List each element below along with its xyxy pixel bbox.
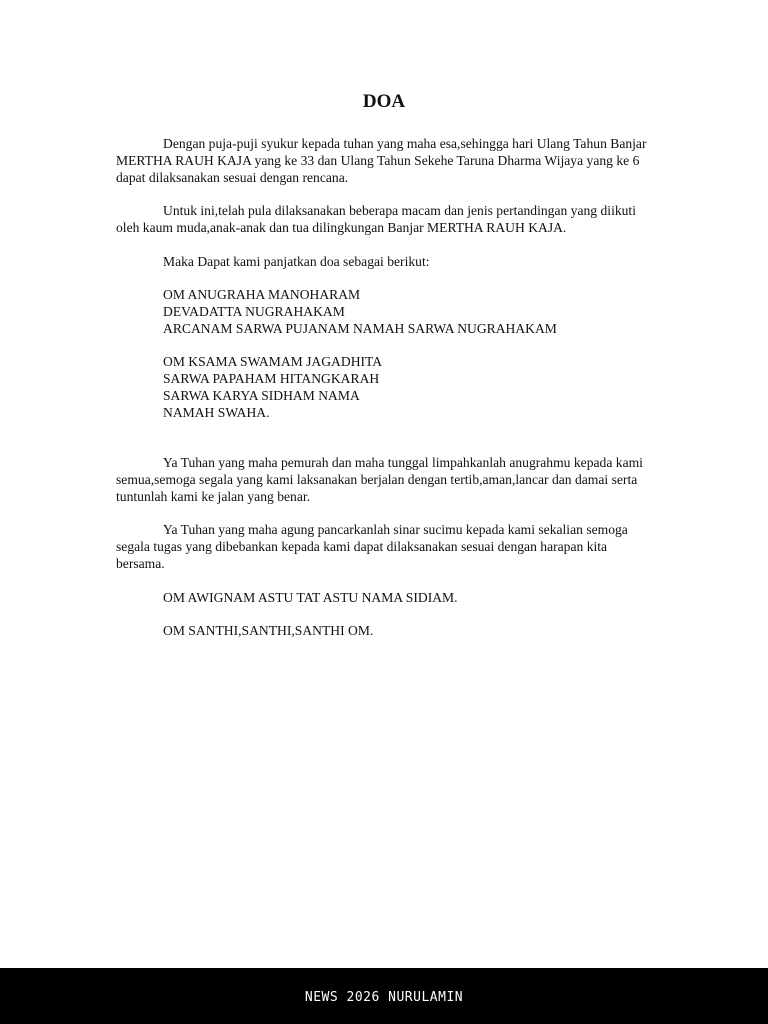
document-page [116, 90, 652, 657]
mantra-block-2 [163, 354, 652, 421]
mantra-line: NAMAH SWAHA. [163, 404, 270, 420]
paragraph-prayer-2-text: Ya Tuhan yang maha agung pancarkanlah sinar sucimu kepada kami sekalian semoga segala tugas yang dibebankan kepada kami dapat dilaksanakan sesuai dengan harapan kita bersama. [116, 522, 628, 571]
paragraph-prayer-2 [116, 522, 652, 572]
mantra-line: OM ANUGRAHA MANOHARAM [163, 287, 361, 303]
paragraph-intro-text: Dengan puja-puji syukur kepada tuhan yang maha esa,sehingga hari Ulang Tahun Banjar MERTHA RAUH KAJA yang ke 33 dan Ulang Tahun Sekehe Taruna Dharma Wijaya yang ke 6 dapat dilaksanakan sesuai dengan rencana. [116, 136, 647, 185]
paragraph-intro [116, 136, 652, 186]
paragraph-competitions-text: Untuk ini,telah pula dilaksanakan beberapa macam dan jenis pertandingan yang diikuti oleh kaum muda,anak-anak dan tua dilingkungan Banjar MERTHA RAUH KAJA. [116, 203, 636, 235]
paragraph-prayer-1 [116, 455, 652, 505]
mantra-block-1 [163, 287, 652, 337]
footer-text: NEWS 2026 NURULAMIN [304, 989, 464, 1005]
closing-line-2: OM SANTHI,SANTHI,SANTHI OM. [163, 623, 374, 639]
mantra-line: SARWA PAPAHAM HITANGKARAH [163, 371, 380, 387]
paragraph-competitions [116, 203, 652, 237]
document-title: DOA [362, 91, 406, 112]
paragraph-prayer-intro [116, 254, 652, 271]
mantra-line: SARWA KARYA SIDHAM NAMA [163, 387, 360, 403]
paragraph-prayer-intro-text: Maka Dapat kami panjatkan doa sebagai berikut: [163, 253, 430, 269]
footer-banner [0, 968, 768, 1024]
mantra-line: ARCANAM SARWA PUJANAM NAMAH SARWA NUGRAHAKAM [163, 320, 557, 336]
mantra-line: OM KSAMA SWAMAM JAGADHITA [163, 354, 383, 370]
closing-line-1: OM AWIGNAM ASTU TAT ASTU NAMA SIDIAM. [163, 589, 458, 605]
mantra-line: DEVADATTA NUGRAHAKAM [163, 303, 345, 319]
paragraph-prayer-1-text: Ya Tuhan yang maha pemurah dan maha tunggal limpahkanlah anugrahmu kepada kami semua,semoga segala yang kami laksanakan berjalan dengan tertib,aman,lancar dan damai serta tuntunlah kami ke jalan yang benar. [116, 455, 643, 504]
blank-line [116, 438, 652, 455]
